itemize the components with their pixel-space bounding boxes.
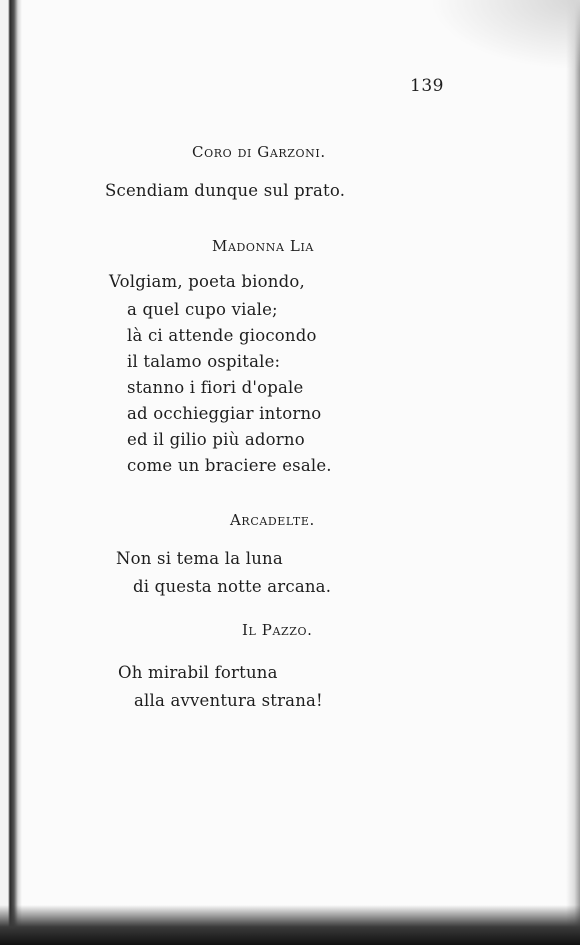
verse-line: là ci attende giocondo xyxy=(127,326,317,345)
speaker-heading-il-pazzo: Il Pazzo. xyxy=(242,621,313,639)
verse-line: ad occhieggiar intorno xyxy=(127,404,322,423)
page-corner-shadow xyxy=(430,0,580,70)
verse-line: stanno i fiori d'opale xyxy=(127,378,304,397)
book-spine-edge xyxy=(0,0,22,945)
verse-line: Oh mirabil fortuna xyxy=(118,663,278,682)
speaker-heading-coro: Coro di Garzoni. xyxy=(192,143,326,161)
verse-line: Volgiam, poeta biondo, xyxy=(109,272,305,291)
verse-line: di questa notte arcana. xyxy=(133,577,332,596)
verse-line: Scendiam dunque sul prato. xyxy=(105,181,346,200)
page-right-edge xyxy=(566,0,580,945)
speaker-heading-arcadelte: Arcadelte. xyxy=(230,511,315,529)
verse-line: ed il gilio più adorno xyxy=(127,430,305,449)
verse-line: alla avventura strana! xyxy=(134,691,323,710)
verse-line: a quel cupo viale; xyxy=(127,300,278,319)
page-number: 139 xyxy=(410,76,444,96)
page-bottom-shadow xyxy=(0,905,580,945)
verse-line: Non si tema la luna xyxy=(116,549,283,568)
speaker-heading-madonna-lia: Madonna Lia xyxy=(212,237,314,255)
verse-line: come un braciere esale. xyxy=(127,456,332,475)
verse-line: il talamo ospitale: xyxy=(127,352,281,371)
